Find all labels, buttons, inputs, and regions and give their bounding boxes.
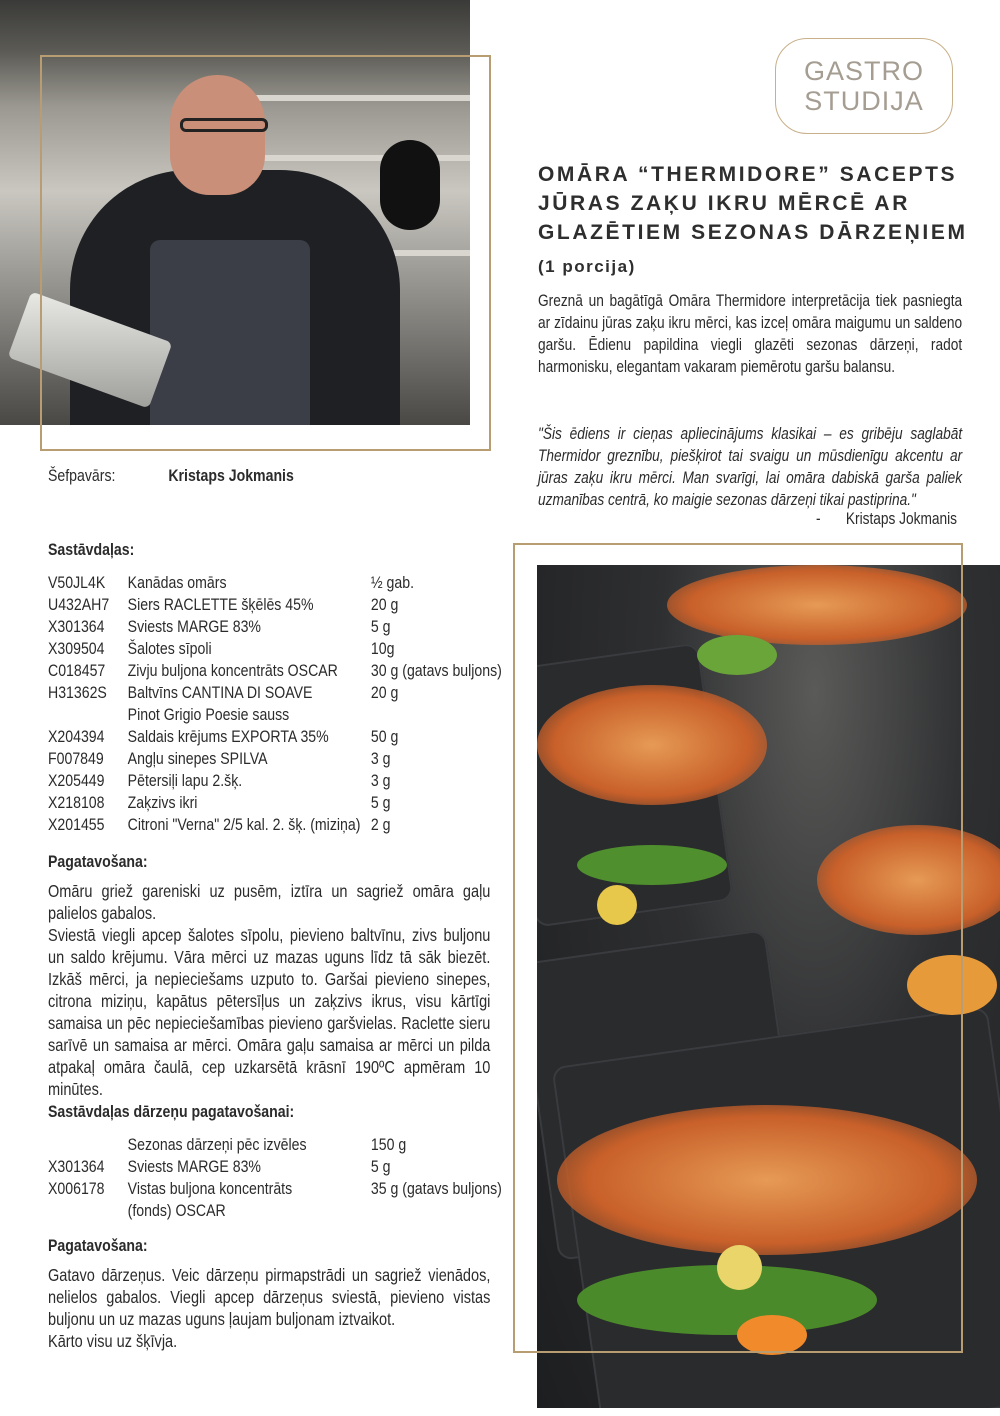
ingredient-qty: 30 g (gatavs buljons) [370, 661, 502, 680]
ingredient-name: Zaķzivs ikri [127, 793, 198, 812]
ingredient-qty: 20 g [370, 595, 399, 614]
ingredient-qty: 10g [370, 639, 395, 658]
ingredient-name: Baltvīns CANTINA DI SOAVE [127, 683, 313, 702]
quote-dash: - [816, 510, 821, 528]
ingredient-qty [371, 1200, 502, 1222]
ingredient-row [48, 726, 502, 748]
ingredient-row [48, 814, 502, 836]
ingredient-row [48, 704, 502, 726]
chef-quote: "Šis ēdiens ir cieņas apliecinājums klasikai – es gribēju saglabāt Thermidor greznību, piešķirot tai svaigu un mūsdienīgu akcentu ar jūras zaķu ikru mērci. Man svarīgi, lai omāra dabiskā garša paliek uzmanības centrā, ko maigie sezonas dārzeņi tikai pastiprina." [538, 425, 963, 509]
veg-ingredients-heading: Sastāvdaļas dārzeņu pagatavošanai: [48, 1102, 295, 1121]
ingredient-name: Siers RACLETTE šķēlēs 45% [127, 595, 314, 614]
ingredient-code [48, 704, 128, 726]
logo-line-2: STUDIJA [804, 86, 924, 116]
quote-author: Kristaps Jokmanis [845, 510, 958, 528]
veg-preparation-paragraph: Kārto visu uz šķīvja. [48, 1331, 178, 1351]
ingredient-qty: ½ gab. [370, 573, 415, 592]
ingredient-code [48, 1200, 128, 1222]
ingredient-qty: 5 g [370, 1157, 391, 1176]
ingredient-code: X201455 [48, 815, 105, 834]
ingredient-name: Sviests MARGE 83% [127, 1157, 261, 1176]
ingredient-row [48, 594, 502, 616]
ingredient-name: Sezonas dārzeņi pēc izvēles [127, 1135, 307, 1154]
ingredient-code: X218108 [48, 793, 105, 812]
veg-ingredients-table [48, 1134, 502, 1222]
ingredient-code: X204394 [48, 727, 105, 746]
recipe-title [538, 160, 978, 247]
ingredient-row [48, 1156, 502, 1178]
ingredient-qty: 150 g [370, 1135, 407, 1154]
ingredient-name: Citroni "Verna" 2/5 kal. 2. šķ. (miziņa) [127, 815, 361, 834]
ingredient-code: X205449 [48, 771, 105, 790]
ingredient-row [48, 1134, 502, 1156]
preparation-paragraph: Omāru griež gareniski uz pusēm, iztīra un sagriež omāra gaļu palielos gabalos. [48, 881, 491, 923]
ingredient-code: X301364 [48, 1157, 105, 1176]
ingredient-code: H31362S [48, 683, 107, 702]
ingredient-row [48, 1178, 502, 1200]
preparation-section [48, 852, 490, 1100]
ingredient-code: V50JL4K [48, 573, 106, 592]
ingredient-code: X301364 [48, 617, 105, 636]
ingredient-name: Kanādas omārs [127, 573, 227, 592]
ingredient-code: F007849 [48, 749, 104, 768]
ingredient-row [48, 616, 502, 638]
ingredient-code: X309504 [48, 639, 105, 658]
title-line: JŪRAS ZAĶU IKRU MĒRCĒ AR [538, 192, 910, 215]
ingredient-row [48, 660, 502, 682]
ingredient-name: (fonds) OSCAR [127, 1201, 226, 1220]
ingredient-name: Vistas buljona koncentrāts [127, 1179, 293, 1198]
ingredient-row [48, 682, 502, 704]
ingredient-row [48, 572, 502, 594]
ingredient-qty: 2 g [370, 815, 391, 834]
title-line: OMĀRA “THERMIDORE” SACEPTS [538, 163, 958, 186]
ingredient-name: Angļu sinepes SPILVA [127, 749, 268, 768]
preparation-heading: Pagatavošana: [48, 852, 148, 871]
photo-frame-top [40, 55, 491, 451]
ingredient-row [48, 1200, 502, 1222]
ingredient-qty: 3 g [370, 749, 391, 768]
veg-preparation-section [48, 1236, 490, 1352]
chef-label: Šefpavārs: [48, 466, 116, 485]
veg-preparation-heading: Pagatavošana: [48, 1236, 148, 1255]
ingredient-name: Sviests MARGE 83% [127, 617, 261, 636]
ingredient-code: C018457 [48, 661, 106, 680]
portion-label: (1 porcija) [538, 257, 636, 276]
ingredient-code: U432AH7 [48, 595, 110, 614]
ingredient-row [48, 770, 502, 792]
preparation-paragraph: Sviestā viegli apcep šalotes sīpolu, pievieno baltvīnu, zivs buljonu un saldo krējumu. Vāra mērci uz mazas uguns līdz tā sāk biezēt. Izkāš mērci, ja nepieciešams uzputo to. Garšai pievieno sinepes, citrona miziņu, kapātus pētersīļus un zaķzivs ikrus, visu kārtīgi samaisa un pēc nepieciešamības pievieno garšvielas. Raclette sieru sarīvē un samaisa ar mērci. Omāra gaļu samaisa ar mērci un pilda atpakaļ omāra čaulā, cep uzkarsētā krāsnī 190ºC apmēram 10 minūtes. [48, 925, 491, 1099]
quote-signature [816, 510, 957, 529]
ingredient-qty [371, 704, 502, 726]
gastro-studija-logo [775, 38, 953, 134]
chef-name: Kristaps Jokmanis [168, 466, 294, 485]
ingredient-qty: 35 g (gatavs buljons) [370, 1179, 502, 1198]
logo-line-1: GASTRO [803, 56, 924, 86]
ingredient-name: Pētersiļi lapu 2.šķ. [127, 771, 243, 790]
ingredient-row [48, 638, 502, 660]
ingredient-name: Zivju buljona koncentrāts OSCAR [127, 661, 338, 680]
intro-text: Greznā un bagātīgā Omāra Thermidore interpretācija tiek pasniegta ar zīdainu jūras zaķu ikru mērci, kas izceļ omāra maigumu un saldeno garšu. Ēdienu papildina viegli glazēti sezonas dārzeņi, radot harmonisku, elegantam vakaram piemērotu garšu balansu. [538, 292, 963, 376]
ingredient-row [48, 792, 502, 814]
ingredient-name: Saldais krējums EXPORTA 35% [127, 727, 329, 746]
chef-row [48, 466, 294, 486]
ingredient-qty: 20 g [370, 683, 399, 702]
ingredient-qty: 5 g [370, 793, 391, 812]
ingredient-row [48, 748, 502, 770]
ingredients-table [48, 572, 502, 836]
title-line: GLAZĒTIEM SEZONAS DĀRZEŅIEM [538, 221, 968, 244]
ingredient-code: X006178 [48, 1179, 105, 1198]
ingredient-name: Šalotes sīpoli [127, 639, 212, 658]
ingredients-section [48, 540, 502, 836]
veg-ingredients-section [48, 1102, 502, 1222]
ingredient-code [48, 1134, 128, 1156]
photo-frame-bottom [513, 543, 963, 1353]
veg-preparation-paragraph: Gatavo dārzeņus. Veic dārzeņu pirmapstrādi un sagriež vienādos, nelielos gabalos. Viegli apcep dārzeņus sviestā, pievieno vistas buljonu un uz mazas uguns ļaujam buljonam iztvaikot. [48, 1265, 491, 1329]
ingredient-qty: 50 g [370, 727, 399, 746]
ingredient-name: Pinot Grigio Poesie sauss [127, 705, 290, 724]
ingredient-qty: 3 g [370, 771, 391, 790]
ingredients-heading: Sastāvdaļas: [48, 540, 135, 559]
ingredient-qty: 5 g [370, 617, 391, 636]
